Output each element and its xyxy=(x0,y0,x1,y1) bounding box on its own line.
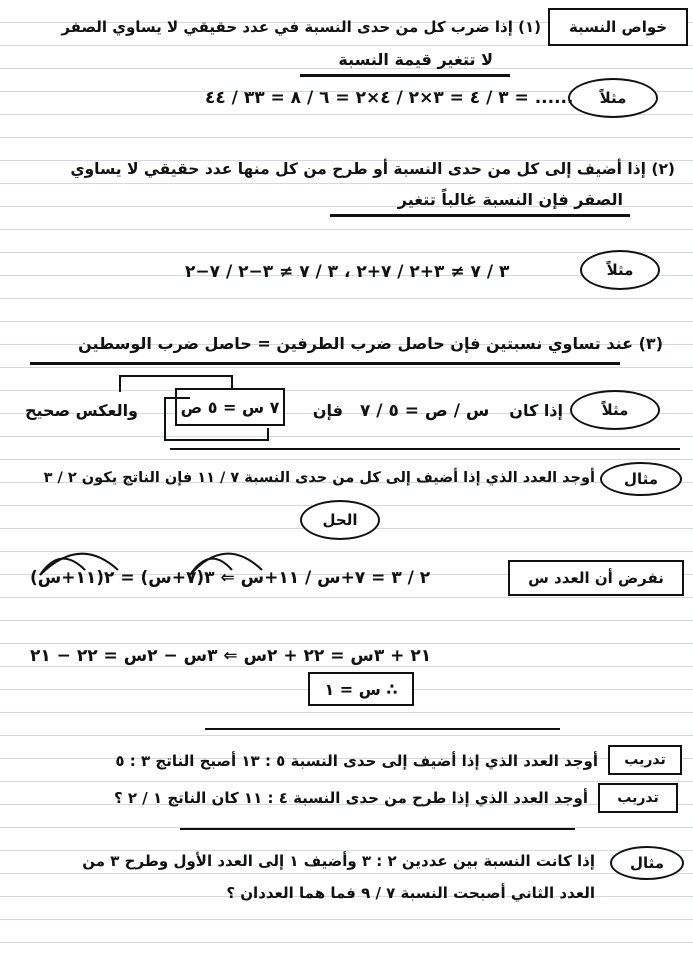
ratio-properties-heading: خواص النسبة xyxy=(548,8,688,46)
rule-2-line-2: الصفر فإن النسبة غالباً تتغير xyxy=(397,190,623,209)
example-3-label: مثلاً xyxy=(570,390,660,430)
example-5-label: مثال xyxy=(610,846,684,880)
solution-step-2: ٢١ + ٣س = ٢٢ + ٢س ⇐ ٣س − ٢س = ٢٢ − ٢١ xyxy=(30,646,432,666)
example-3-if: إذا كان xyxy=(509,401,563,420)
distribute-arrow-1 xyxy=(40,559,85,575)
rule-3: (٣) عند تساوي نسبتين فإن حاصل ضرب الطرفين = حاصل ضرب الوسطين xyxy=(78,334,663,353)
example-4-question: أوجد العدد الذي إذا أضيف إلى كل من حدى النسبة ٧ / ١١ فإن الناتج يكون ٢ / ٣ xyxy=(43,470,595,486)
distribute-arrow-3 xyxy=(190,559,232,575)
example-3-then: فإن xyxy=(312,401,343,420)
example-5-line-1: إذا كانت النسبة بين عددين ٢ : ٣ وأضيف ١ إلى العدد الأول وطرح ٣ من xyxy=(82,852,595,870)
drill-1-label: تدريب xyxy=(608,745,682,775)
cross-multiplication-box: ٧ س = ٥ ص xyxy=(175,388,285,426)
drill-2-text: أوجد العدد الذي إذا طرح من حدى النسبة ٤ : ١١ كان الناتج ١ / ٢ ؟ xyxy=(113,789,588,807)
example-2-label: مثلاً xyxy=(580,250,660,290)
example-4-label: مثال xyxy=(600,462,682,496)
example-1-math: ٣ / ٤ = ٣×٢ / ٤×٢ = ٦ / ٨ = ٣٣ / ٤٤ = ...... xyxy=(205,88,574,108)
rule-2-line-1: (٢) إذا أضيف إلى كل من حدى النسبة أو طرح من كل منها عدد حقيقي لا يساوي xyxy=(70,160,675,178)
example-5-line-2: العدد الثاني أصبحت النسبة ٧ / ٩ فما هما العددان ؟ xyxy=(226,884,595,902)
example-3-fraction: س / ص = ٥ / ٧ xyxy=(360,401,490,421)
example-2-math: ٣ / ٧ ≠ ٣+٢ / ٧+٢ ، ٣ / ٧ ≠ ٣−٢ / ٧−٢ xyxy=(185,262,510,282)
drill-1-text: أوجد العدد الذي إذا أضيف إلى حدى النسبة ٥ : ١٣ أصبح الناتج ٣ : ٥ xyxy=(115,752,598,770)
assume-box: نفرض أن العدد س xyxy=(508,560,684,596)
cross-arrow-stroke xyxy=(165,398,268,440)
drill-2-label: تدريب xyxy=(598,783,678,813)
example-3-vice-versa: والعكس صحيح xyxy=(24,401,138,420)
cross-arrow-stroke-2 xyxy=(120,376,232,392)
solution-step-1: ٢ / ٣ = ٧+س / ١١+س ⇐ ٣(٧+س) = ٢(١١+س) xyxy=(30,568,431,588)
rule-1-line-2: لا تتغير قيمة النسبة xyxy=(338,50,493,69)
example-1-label: مثلاً xyxy=(568,78,658,118)
rule-1-line-1: (١) إذا ضرب كل من حدى النسبة في عدد حقيقي لا يساوي الصفر xyxy=(61,18,541,36)
answer-box: ∴ س = ١ xyxy=(308,672,414,706)
solution-label: الحل xyxy=(300,500,380,540)
